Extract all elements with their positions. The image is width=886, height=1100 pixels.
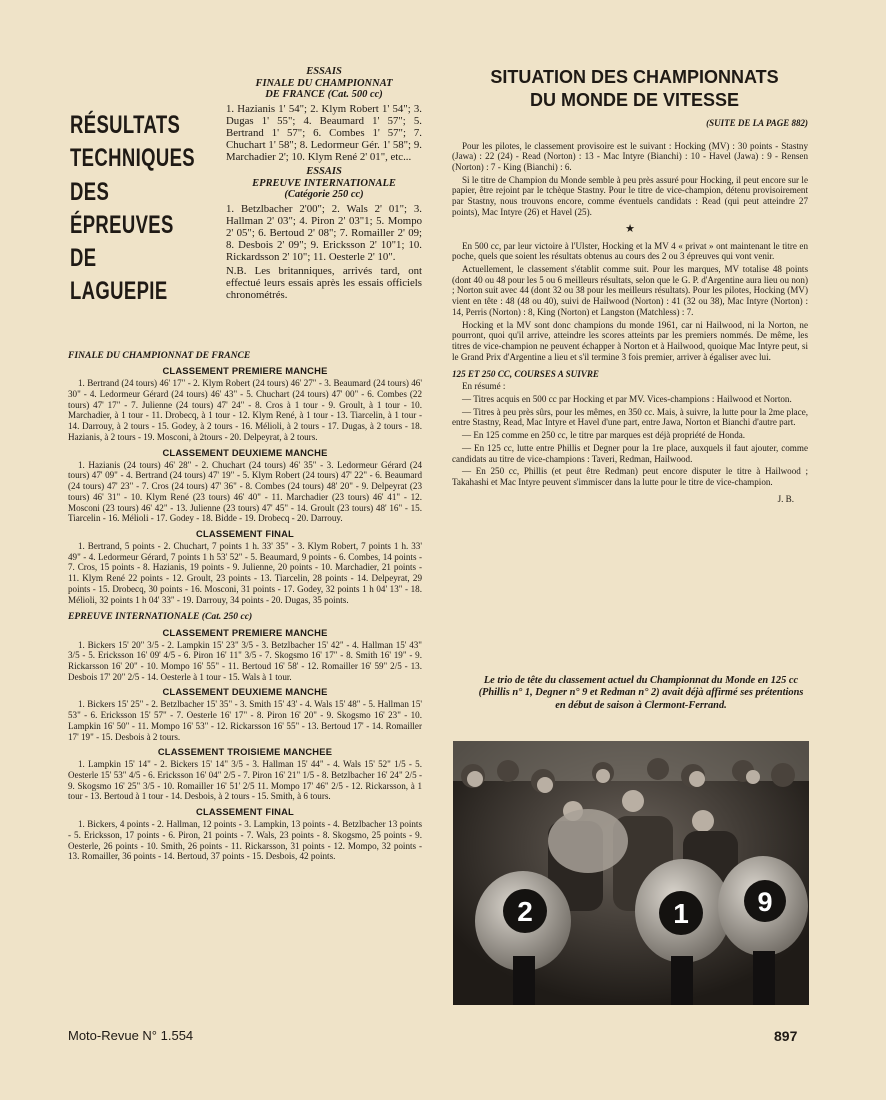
article-p3: En 500 cc, par leur victoire à l'Ulster, Hocking et la MV 4 « privat » ont maintenant le titre en poche, quels que soient les résultats obtenus au cours des 2 ou 3 épreuves qui vont venir. <box>452 240 808 262</box>
article-title: SITUATION DES CHAMPIONNATS DU MONDE DE VITESSE <box>490 67 779 111</box>
section-125-250: 125 ET 250 CC, COURSES A SUIVRE <box>452 368 599 379</box>
results-column <box>68 350 422 864</box>
plate-number-2: 2 <box>517 896 533 927</box>
inter-m1-text: 1. Bickers 15' 20" 3/5 - 2. Lampkin 15' 23" 3/5 - 3. Betzlbacher 15' 42" - 4. Hallman 15' 43" 3/5 - 5. Ericksson 16' 09' 4/5 - 6. Piron 16' 11" 3/5 - 7. Skogsmo 16' 17" - 8. Smith 16' 19" - 9. Rickarsson 16' 20" - 10. Mompo 16' 55" - 11. Bertoud 16' 58' - 12. Romailler 16' 59" 2/5 - 13. Desbois 17' 20" 2/5 - 14. Oesterle à 1 tour - 15. Wals à 1 tour. <box>68 639 422 682</box>
signature: J. B. <box>777 493 794 504</box>
essais-column <box>226 66 422 303</box>
essais-250-text: 1. Betzlbacher 2'00"; 2. Wals 2' 01"; 3. Hallman 2' 03"; 4. Piron 2' 03"1; 5. Mompo 2' 05"; 6. Bertoud 2' 08"; 7. Romailler 2' 09; 8. Desbois 2' 09"; 9. Ericksson 2' 10"1; 10. Rickardsson 2' 10"; 11. Oesterle 2' 10". <box>226 202 422 263</box>
article-p8: — Titres à peu près sûrs, pour les mêmes, en 350 cc. Mais, à suivre, la lutte pour la 2me place, entre Stastny, Read, Mac Intyre et Havel d'une part, entre Jawa, Norton et Bianchi d'autre part. <box>452 406 808 428</box>
article-p9: — En 125 comme en 250 cc, le titre par marques est déjà propriété de Honda. <box>462 430 746 441</box>
essais-500-text: 1. Hazianis 1' 54"; 2. Klym Robert 1' 54"; 3. Dugas 1' 55"; 4. Beaumard 1' 57"; 5. Bertrand 1' 57"; 6. Combes 1' 57"; 7. Chuchart 1' 58"; 8. Ledormeur Gér. 1' 58"; 9. Marchadier 2'; 10. Klym René 2' 01", etc... <box>226 102 422 163</box>
inter-m2-heading: CLASSEMENT DEUXIEME MANCHE <box>162 686 328 698</box>
article-p4: Actuellement, le classement s'établit comme suit. Pour les marques, MV totalise 48 points (dont 40 ou 48 pour les 5 ou 6 meilleurs résultats, selon que le G. P. d'Argentine aura lieu ou non) ; Norton suit avec 44 (dont 32 ou 38 pour les meilleurs résultats). Pour les pilotes, Hocking (MV) vient en tête : 48 (48 ou 40), suivi de Hailwood (Norton) : 41 (32 ou 38), Mac Intyre (Norton) : 14, Perris (Norton) : 8, King (Norton) et Langston (Matchless) : 7. <box>452 264 808 317</box>
star-divider: ★ <box>625 222 635 235</box>
finale-heading: FINALE DU CHAMPIONNAT DE FRANCE <box>68 350 251 361</box>
finale-m1-text: 1. Bertrand (24 tours) 46' 17" - 2. Klym Robert (24 tours) 46' 27" - 3. Beaumard (24 tours) 46' 30" - 4. Ledormeur Gérard (24 tours) 46' 43" - 5. Chuchart (24 tours) 47' 00" - 6. Combes (22 tours) 47' 17" - 7. Julienne (24 tours) 47' 24" - 8. Cros à 1 tour - 9. Groult, à 1 tour - 10. Marchadier, à 1 tour - 11. Drobecq, à 1 tour - 12. Klym René, à 1 tour - 13. Tiarcelin, à 1 tour - 14. Darrouy, à 2 tours - 15. Godey, à 2 tours - 16. Mélioli, à 2 tours - 17. Dugas, à 2 tours - 18. Hazianis, à 2 tours - 19. Mosconi, à 2tours - 20. Delpeyrat, à 2 tours. <box>68 378 422 442</box>
finale-final-text: 1. Bertrand, 5 points - 2. Chuchart, 7 points 1 h. 33' 35" - 3. Klym Robert, 7 points 1 h. 33' 49" - 4. Ledormeur Gérard, 7 points 1 h 53' 52" - 5. Beaumard, 9 points - 6. Combes, 14 points - 7. Cros, 15 points - 8. Hazianis, 19 points - 9. Julienne, 20 points - 10. Marchadier, 21 points - 11. Klym René 22 points - 12. Groult, 23 points - 13. Tiarcelin, 28 points - 14. Delpeyrat, 29 points - 15. Drobecq, 30 points - 16. Mosconi, 31 points - 17. Godey, 32 points 1 h 04' 13" - 18. Mélioli, 32 points 1 h 04' 33" - 19. Darrouy, 34 points - 20. Dugas, 35 points. <box>68 540 422 605</box>
article-p5: Hocking et la MV sont donc champions du monde 1961, car ni Hailwood, ni la Norton, ne pourront, quoi qu'il arrive, atteindre les scores atteints par les premiers nommés. De même, les titres de vice-champion ne peuvent échapper à Norton et à Hailwood, quoique Mac Intyre peut, si le Grand Prix d'Argentine a lieu et s'il termine 3 fois premier, arriver à égaliser avec lui. <box>452 319 808 362</box>
article-p1: Pour les pilotes, le classement provisoire est le suivant : Hocking (MV) : 30 points - Stastny (Jawa) : 22 (24) - Read (Norton) : 13 - Mac Intyre (Bianchi) : 10 - Havel (Jawa) : 9 - Rensen (Norton) : 7 - King (Bianchi) : 6. <box>452 140 808 173</box>
finale-m2-heading: CLASSEMENT DEUXIEME MANCHE <box>162 446 328 458</box>
inter-heading: EPREUVE INTERNATIONALE (Cat. 250 cc) <box>68 611 253 623</box>
inter-m1-heading: CLASSEMENT PREMIERE MANCHE <box>162 626 328 638</box>
footer-left: Moto-Revue N° 1.554 <box>68 1028 194 1043</box>
article-p10: — En 125 cc, lutte entre Phillis et Degner pour la 1re place, auxquels il faut ajouter, comme candidats au titre de vice-champions : Taveri, Redman, Hailwood. <box>452 442 808 464</box>
essais-250-note: N.B. Les britanniques, arrivés tard, ont effectué leurs essais après les essais officiels chronométrés. <box>226 265 422 302</box>
article-p6: En résumé : <box>462 381 506 392</box>
inter-m3-heading: CLASSEMENT TROISIEME MANCHEE <box>157 746 333 758</box>
essais-250-heading: ESSAIS EPREUVE INTERNATIONALE (Catégorie 250 cc) <box>252 166 396 201</box>
plate-number-9: 9 <box>757 887 773 917</box>
article-column <box>452 118 808 506</box>
finale-m2-text: 1. Hazianis (24 tours) 46' 28" - 2. Chuchart (24 tours) 46' 35" - 3. Ledormeur Gérard (24 tours) 47' 09" - 4. Bertrand (24 tours) 47' 19" - 5. Klym Robert (24 tours) 47' 22" - 6. Beaumard (24 tours) 47' 23" - 7. Cros (24 tours) 47' 36" - 8. Combes (24 tours) 48' 20" - 9. Delpeyrat (23 tours) 46' 31" - 10. Klym René (23 tours) 46' 40" - 11. Marchadier (23 tours) 46' 41" - 12. Mosconi (23 tours) 46' 42" - 13. Julienne (23 tours) 47' 45" - 14. Groult (23 tours) 48' 16" - 15. Tiarcelin - 16. Mélioli - 17. Godey - 18. Bidde - 19. Drobecq - 20. Darrouy. <box>68 459 422 524</box>
photo-illustration <box>453 741 809 1005</box>
finale-final-heading: CLASSEMENT FINAL <box>196 527 294 539</box>
inter-m3-text: 1. Lampkin 15' 14" - 2. Bickers 15' 14" 3/5 - 3. Hallman 15' 44" - 4. Wals 15' 52" 1/5 - 5. Oesterle 15' 53" 4/5 - 6. Ericksson 16' 04" 2/5 - 7. Piron 16' 21" 1/5 - 8. Betzlbacher 16' 24" 2/5 - 9. Skogsmo 16' 25" 3/5 - 10. Romailler 16' 51' 2/5 11. Mompo 17' 46" 2/5 - 12. Rickarsson, à 1 tour - 13. Bertoud à 1 tour - 14. Desbois, à 2 tours - 15. Smith, à 6 tours. <box>68 759 422 802</box>
inter-final-text: 1. Bickers, 4 points - 2. Hallman, 12 points - 3. Lampkin, 13 points - 4. Betzlbacher 13 points - 5. Ericksson, 17 points - 6. Piron, 21 points - 7. Wals, 23 points - 8. Skogsmo, 25 points - 9. Oesterle, 26 points - 10. Smith, 26 points - 11. Rickarsson, 31 points - 12. Mompo, 32 points - 13. Romailler, 36 points - 14. Bertoud, 37 points - 15. Desbois, 42 points. <box>68 819 422 862</box>
inter-m2-text: 1. Bickers 15' 25" - 2. Betzlbacher 15' 35" - 3. Smith 15' 43' - 4. Wals 15' 48" - 5. Hallman 15' 53" - 6. Ericksson 15' 57" - 7. Oesterle 16' 17" - 8. Piron 16' 20" - 9. Skogsmo 16' 23" - 10. Lampkin 16' 50" - 11. Mompo 16' 53" - 12. Rickarsson 16' 55" - 13. Bertoud 17' - 14. Romailler 17' 19" - 15. Desbois à 2 tours. <box>68 699 422 742</box>
race-photo <box>453 741 809 1005</box>
article-p7: — Titres acquis en 500 cc par Hocking et par MV. Vices-champions : Hailwood et Norton. <box>462 393 792 404</box>
finale-m1-heading: CLASSEMENT PREMIERE MANCHE <box>162 365 328 377</box>
plate-number-1: 1 <box>673 898 689 929</box>
footer-page-number: 897 <box>774 1028 798 1044</box>
big-title: RÉSULTATS TECHNIQUES DES ÉPREUVES DE LAGUEPIE <box>70 111 195 306</box>
inter-final-heading: CLASSEMENT FINAL <box>196 806 294 818</box>
article-p11: — En 250 cc, Phillis (et peut être Redman) peut encore disputer le titre à Hailwood ; Takahashi et Mac Intyre peuvent s'immiscer dans la lutte pour le titre de vice-champion. <box>452 466 808 487</box>
suite-label: (SUITE DE LA PAGE 882) <box>706 118 808 128</box>
article-p2: Si le titre de Champion du Monde semble à peu près assuré pour Hocking, il peut encore sur le papier, être rejoint par le tchèque Stastny. Pour le titre de vice-champion, détenu provisoirement par Stastny, nous trouvons encore, comme éventuels candidats : Read (qui peut atteindre 27 points), Mac Intyre (26) et Havel (25). <box>452 174 808 217</box>
photo-caption: Le trio de tête du classement actuel du Championnat du Monde en 125 cc (Phillis n° 1, Degner n° 9 et Redman n° 2) avait déjà affirmé ses prétentions en début de saison à Clermont-Ferrand. <box>478 675 804 711</box>
essais-500-heading: ESSAIS FINALE DU CHAMPIONNAT DE FRANCE (Cat. 500 cc) <box>255 66 393 101</box>
